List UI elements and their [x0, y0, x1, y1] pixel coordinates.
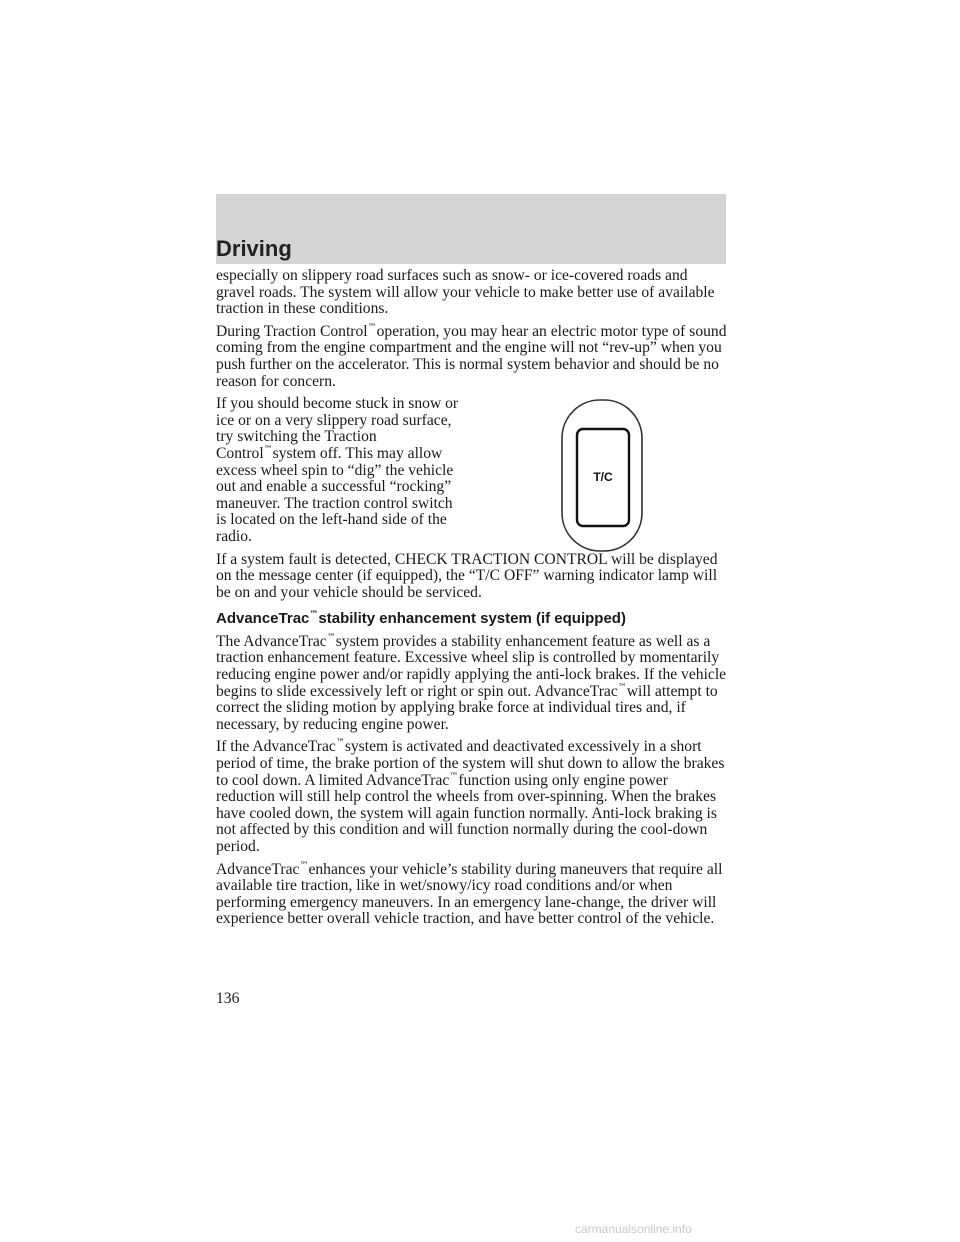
page-content [216, 268, 728, 934]
trademark-symbol: ™ [449, 771, 459, 782]
trademark-symbol: ™ [309, 610, 319, 621]
paragraph-electric-motor-sound: During Traction Control™operation, you may hear an electric motor type of sound coming from the engine compartment and the engine will not “rev-up” when you push further on the accelerator. This is normal system behavior and should be no reason for concern. [216, 322, 727, 390]
paragraph-advancetrac-cooldown: If the AdvanceTrac™system is activated and deactivated excessively in a short period of time, the brake portion of the system will shut down to allow the brakes to cool down. A limited AdvanceTrac™function using only engine power reduction will still help control the wheels from over-spinning. When the brakes have cooled down, the system will again function normally. Anti-lock braking is not affected by this condition and will function normally during the cool-down period. [216, 738, 725, 855]
trademark-symbol: ™ [326, 632, 336, 643]
paragraph-advancetrac-overview: The AdvanceTrac™system provides a stability enhancement feature as well as a traction enhancement feature. Excessive wheel slip is controlled by momentarily reducing engine power and/or rapidly applying the anti-lock brakes. If the vehicle begins to slide excessively left or right or spin out. AdvanceTrac™will attempt to correct the sliding motion by applying brake force at individual tires and, if necessary, by reducing engine power. [216, 632, 727, 733]
trademark-symbol: ™ [617, 682, 627, 693]
watermark: carmanualsonline.info [575, 1222, 692, 1236]
section-title: Driving [216, 236, 292, 261]
paragraph-stuck-in-snow: If you should become stuck in snow or ice or on a very slippery road surface, try switching the Traction Control™system off. This may allow excess wheel spin to “dig” the vehicle out and enable a successful “rocking” maneuver. The traction control switch is located on the left-hand side of the radio. [216, 395, 459, 545]
trademark-symbol: ™ [299, 860, 309, 871]
header-band [216, 194, 726, 264]
trademark-symbol: ™ [367, 322, 377, 333]
paragraph-advancetrac-stability: AdvanceTrac™enhances your vehicle’s stability during maneuvers that require all available tire traction, like in wet/snowy/icy road conditions and/or when performing emergency maneuvers. In an emergency lane-change, the driver will experience better overall vehicle traction, and have better control of the vehicle. [216, 860, 723, 928]
subheading-advancetrac: AdvanceTrac™stability enhancement system (if equipped) [216, 610, 626, 628]
page-number: 136 [216, 990, 240, 1007]
paragraph-slippery-surfaces: especially on slippery road surfaces such as snow- or ice-covered roads and gravel roads. The system will allow your vehicle to make better use of available traction in these conditions. [216, 267, 715, 318]
switch-label: T/C [593, 470, 613, 484]
paragraph-system-fault: If a system fault is detected, CHECK TRACTION CONTROL will be displayed on the message center (if equipped), the “T/C OFF” warning indicator lamp will be on and your vehicle should be serviced. [216, 550, 718, 601]
trademark-symbol: ™ [263, 444, 273, 455]
traction-control-switch-icon [560, 398, 644, 553]
trademark-symbol: ™ [335, 738, 345, 749]
